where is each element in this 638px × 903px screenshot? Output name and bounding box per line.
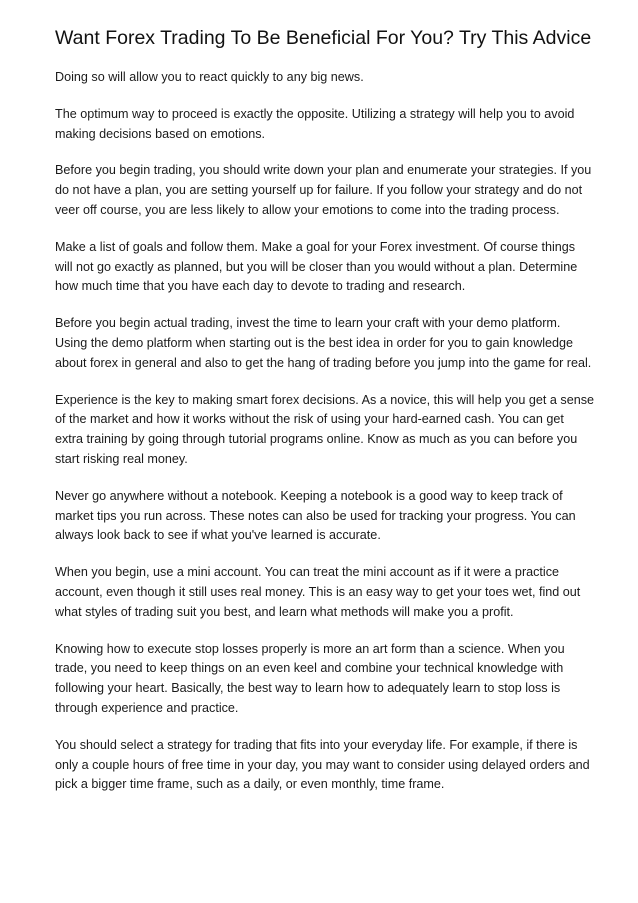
document-page bbox=[55, 27, 595, 812]
paragraph-4: Make a list of goals and follow them. Make a goal for your Forex investment. Of course things will not go exactly as planned, but you will be closer than you would without a plan. Determine how much time that you have each day to devote to trading and research. bbox=[55, 239, 578, 294]
paragraph-10: You should select a strategy for trading that fits into your everyday life. For example, if there is only a couple hours of free time in your day, you may want to consider using delayed orders and pick a bigger time frame, such as a daily, or even monthly, time frame. bbox=[55, 737, 590, 792]
paragraph-2: The optimum way to proceed is exactly the opposite. Utilizing a strategy will help you to avoid making decisions based on emotions. bbox=[55, 106, 575, 141]
paragraph-6: Experience is the key to making smart forex decisions. As a novice, this will help you get a sense of the market and how it works without the risk of using your hard-earned cash. You can get extra training by going through tutorial programs online. Know as much as you can before you start risking real money. bbox=[55, 392, 594, 466]
paragraph-9: Knowing how to execute stop losses properly is more an art form than a science. When you trade, you need to keep things on an even keel and combine your technical knowledge with following your heart. Basically, the best way to learn how to adequately learn to stop loss is through experience and practice. bbox=[55, 641, 565, 715]
paragraph-5: Before you begin actual trading, invest the time to learn your craft with your demo platform. Using the demo platform when starting out is the best idea in order for you to gain knowledge about forex in general and also to get the hang of trading before you jump into the game for real. bbox=[55, 316, 592, 370]
paragraph-8: When you begin, use a mini account. You can treat the mini account as if it were a practice account, even though it still uses real money. This is an easy way to get your toes wet, find out what styles of trading suit you best, and learn what methods will make you a profit. bbox=[55, 565, 581, 619]
paragraph-1: Doing so will allow you to react quickly to any big news. bbox=[55, 70, 364, 84]
paragraph-3: Before you begin trading, you should write down your plan and enumerate your strategies. If you do not have a plan, you are setting yourself up for failure. If you follow your strategy and do not veer off course, you are less likely to allow your emotions to come into the trading process. bbox=[55, 163, 592, 217]
document-title: Want Forex Trading To Be Beneficial For You? Try This Advice bbox=[55, 27, 592, 49]
paragraph-7: Never go anywhere without a notebook. Keeping a notebook is a good way to keep track of market tips you run across. These notes can also be used for tracking your progress. You can always look back to see if what you've learned is accurate. bbox=[55, 488, 576, 543]
